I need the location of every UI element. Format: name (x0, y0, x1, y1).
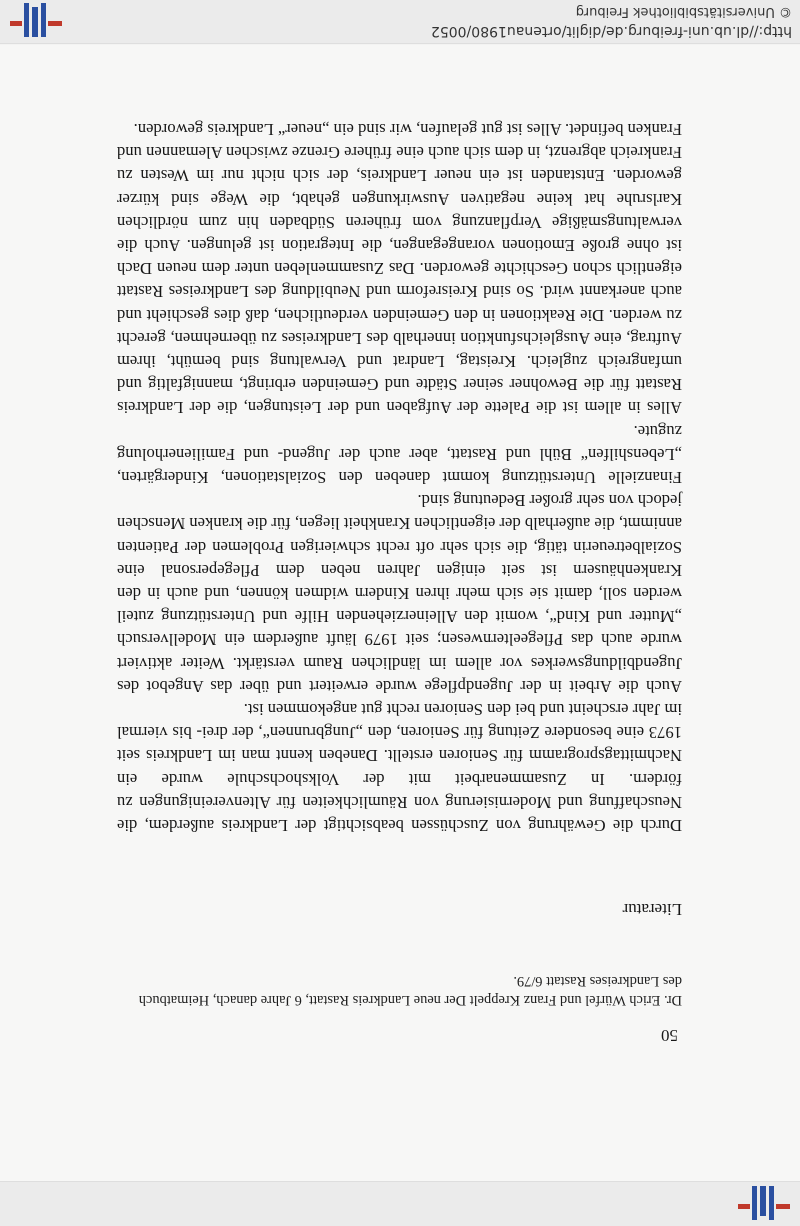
paragraph: Finanzielle Unterstützung kommt daneben den Sozialstationen, Kindergärten, „Lebenshilfen“ Bühl und Rastatt, aber auch der Jugend- und Familienerholung zugute. (117, 421, 682, 487)
body-text (117, 118, 682, 837)
paragraph: Alles in allem ist die Palette der Aufgaben und der Leistungen, die der Landkreis Rastatt für die Bewohner seiner Städte und Gemeinden erbringt, mannigfaltig und umfangreich zugleich. Kreistag, Landrat und Verwaltung sind bemüht, ihrem Auftrag, eine Ausgleichsfunktion innerhalb des Landkreises zu übernehmen, gerecht zu werden. Die Reaktionen in den Gemeinden verdeutlichen, daß dies geschieht und auch anerkannt wird. So sind Kreisreform und Neubildung des Landkreises Rastatt eigentlich schon Geschichte geworden. Das Zusammenleben unter dem neuen Dach ist ohne große Emotionen vorangegangen, die Integration ist gelungen. Auch die verwaltungsmäßige Verpflanzung vom früheren Südbaden hin zum nördlichen Karlsruhe hat keine negativen Auswirkungen gehabt, die Wege sind kürzer geworden. Entstanden ist ein neuer Landkreis, der sich nicht nur im Westen zu Frankreich abgrenzt, in dem sich auch eine frühere Grenze zwischen Alemannen und Franken befindet. Alles ist gut gelaufen, wir sind ein „neuer“ Landkreis geworden. (117, 119, 682, 418)
ub-freiburg-logo-icon (10, 3, 62, 37)
literature-heading: Literatur (622, 900, 682, 919)
paragraph: Durch die Gewährung von Zuschüssen beabsichtigt der Landkreis außerdem, die Neuschaffung und Modernisierung von Räumlichkeiten für Altenvereinigungen zu fördern. In Zusammenarbeit mit der Volkshochschule wurde ein Nachmittagsprogramm für Senioren erstellt. Daneben kennt man im Landkreis seit 1973 eine besondere Zeitung für Senioren, den „Jungbrunnen“, der drei- bis viermal im Jahr erscheint und bei den Senioren recht gut angekommen ist. (117, 699, 682, 835)
literature-entry: Dr. Erich Würfel und Franz Kreppelt Der neue Landkreis Rastatt, 6 Jahre danach, Heimatbuch des Landkreises Rastatt 6/79. (138, 973, 682, 1008)
paragraph: Auch die Arbeit in der Jugendpflege wurde erweitert und über das Angebot des Jugendbildungswerkes vor allem im ländlichen Raum verstärkt. Weiter aktiviert wurde auch das Pflegeelternwesen; seit 1979 läuft außerdem ein Modellversuch „Mutter und Kind“, womit den Alleinerziehenden Hilfe und Unterstützung zuteil werden soll, damit sie sich mehr ihren Kindern widmen können, und auch in den Krankenhäusern ist seit einigen Jahren neben dem Pflegepersonal eine Sozialbetreuerin tätig, die sich sehr oft recht schwierigen Problemen der Patienten annimmt, die außerhalb der eigentlichen Krankheit liegen, für die kranken Menschen jedoch von sehr großer Bedeutung sind. (117, 491, 682, 696)
copyright-notice: © Universitätsbibliothek Freiburg (575, 4, 792, 19)
viewer-footer-band (0, 0, 800, 44)
page-number: 50 (661, 1026, 678, 1045)
viewer-header-band (0, 1181, 800, 1226)
permalink-url[interactable]: http://dl.ub.uni-freiburg.de/diglit/ortenau1980/0052 (430, 23, 792, 39)
document-page (0, 45, 800, 1181)
ub-freiburg-logo-icon (738, 1186, 790, 1220)
